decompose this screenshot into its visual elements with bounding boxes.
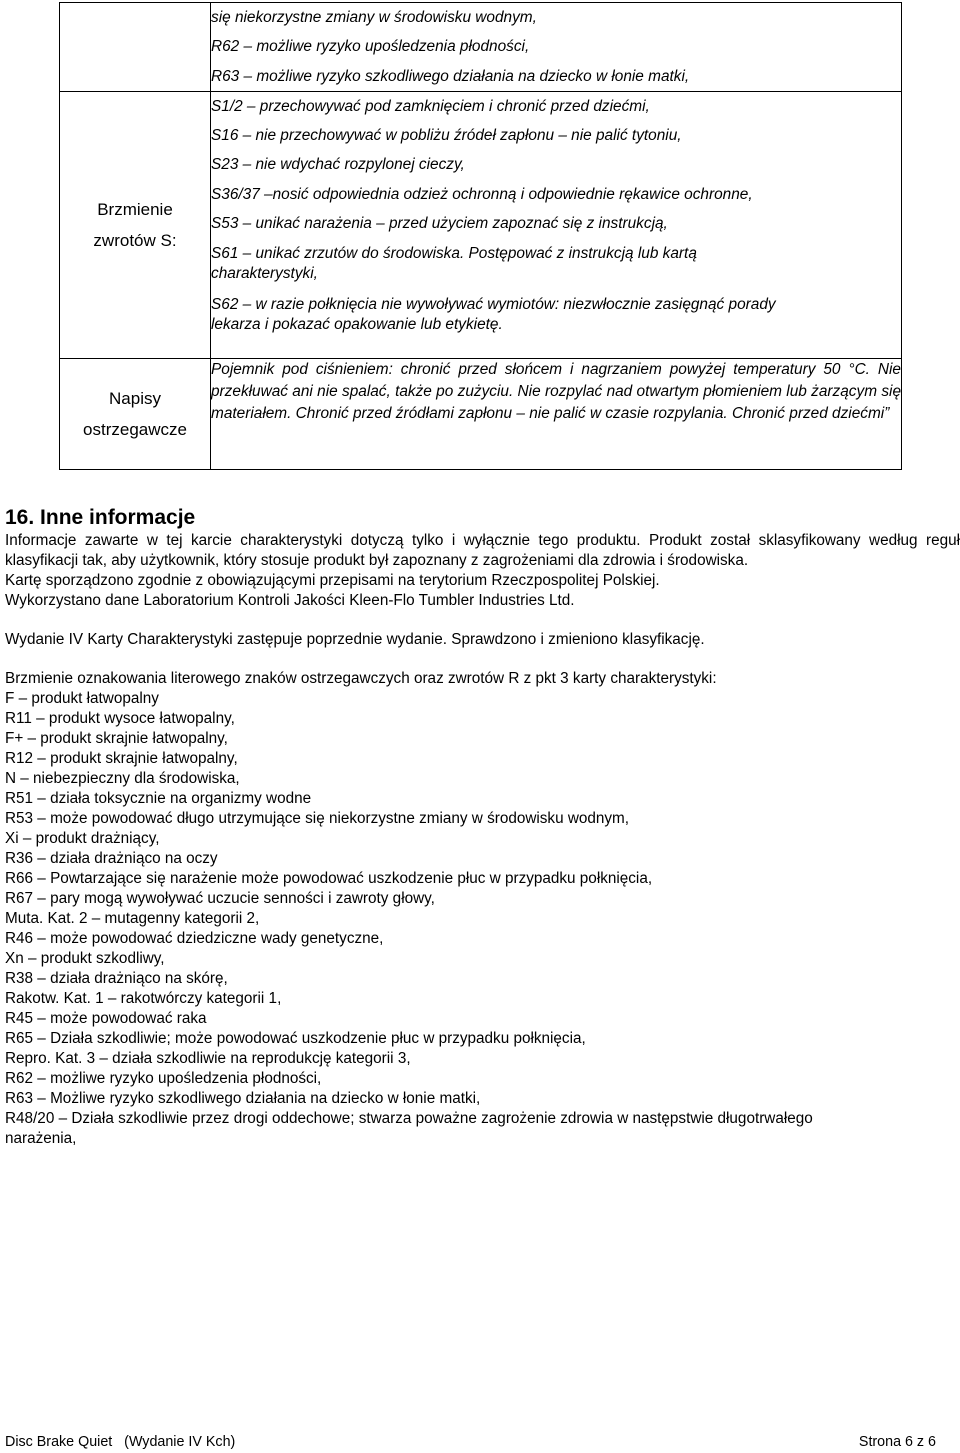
phrase-list-item: R67 – pary mogą wywoływać uczucie senności i zawroty głowy, [5, 890, 435, 907]
phrase-list-item: R66 – Powtarzające się narażenie może powodować uszkodzenie płuc w przypadku połknięcia, [5, 870, 653, 887]
section-16-paragraph: Kartę sporządzono zgodnie z obowiązującymi przepisami na terytorium Rzeczpospolitej Polskiej. [5, 572, 660, 589]
risk-lines-cell [211, 3, 902, 92]
phrase-list-item: R36 – działa drażniąco na oczy [5, 850, 218, 867]
warnings-label-line2: ostrzegawcze [83, 419, 187, 439]
s61-line1: S61 – unikać zrzutów do środowiska. Postępować z instrukcją lub kartą [211, 245, 697, 263]
phrase-list-item: F+ – produkt skrajnie łatwopalny, [5, 730, 228, 747]
phrase-list-item: Repro. Kat. 3 – działa szkodliwie na reprodukcję kategorii 3, [5, 1050, 411, 1067]
phrase-list-item: R63 – Możliwe ryzyko szkodliwego działania na dziecko w łonie matki, [5, 1090, 481, 1107]
phrase-list-item: R65 – Działa szkodliwie; może powodować uszkodzenie płuc w przypadku połknięcia, [5, 1030, 586, 1047]
phrase-list-item: R38 – działa drażniąco na skórę, [5, 970, 228, 987]
risk-line: R63 – możliwe ryzyko szkodliwego działania na dziecko w łonie matki, [211, 67, 690, 85]
s-phrases-row [60, 91, 902, 358]
phrase-list-item: R48/20 – Działa szkodliwie przez drogi oddechowe; stwarza poważne zagrożenie zdrowia w następstwie długotrwałego [5, 1110, 813, 1127]
edition-note: Wydanie IV Karty Charakterystyki zastępuje poprzednie wydanie. Sprawdzono i zmieniono klasyfikację. [5, 631, 705, 648]
warnings-row [60, 358, 902, 469]
phrase-list-item: Xn – produkt szkodliwy, [5, 950, 165, 967]
s62-line2: lekarza i pokazać opakowanie lub etykietę. [211, 316, 503, 334]
s62-line1: S62 – w razie połknięcia nie wywoływać wymiotów: niezwłocznie zasięgnąć porady [211, 296, 776, 314]
s-phrases-label-cell [60, 91, 211, 358]
warnings-text: Pojemnik pod ciśnieniem: chronić przed słońcem i nagrzaniem powyżej temperatury 50 °C. Nie przekłuwać ani nie spalać, także po zużyciu. Nie rozpylać nad otwartym płomieniem lub żarzącym się materiałem. Chronić przed źródłami zapłonu – nie palić w czasie rozpylania. Chronić przed dziećmi” [211, 360, 901, 422]
phrase-list-item: Rakotw. Kat. 1 – rakotwórczy kategorii 1, [5, 990, 282, 1007]
risk-line: się niekorzystne zmiany w środowisku wodnym, [211, 9, 537, 26]
warnings-label-line1: Napisy [109, 388, 161, 408]
section-16 [5, 505, 960, 1149]
phrase-list-item: R45 – może powodować raka [5, 1010, 207, 1027]
s-phrases-cell [211, 91, 902, 358]
s-phrase-line: S16 – nie przechowywać w pobliżu źródeł zapłonu – nie palić tytoniu, [211, 127, 682, 145]
s-phrase-line: S23 – nie wdychać rozpylonej cieczy, [211, 156, 465, 174]
phrase-list-item: N – niebezpieczny dla środowiska, [5, 770, 240, 787]
phrase-list-item: narażenia, [5, 1130, 77, 1147]
phrase-list-item: R62 – możliwe ryzyko upośledzenia płodności, [5, 1070, 322, 1087]
footer-document-title: Disc Brake Quiet (Wydanie IV Kch) [5, 1434, 236, 1450]
phrase-list-item: R11 – produkt wysoce łatwopalny, [5, 710, 235, 727]
phrases-list [5, 689, 960, 1149]
phrase-list-item: Xi – produkt drażniący, [5, 830, 160, 847]
phrases-list-intro: Brzmienie oznakowania literowego znaków ostrzegawczych oraz zwrotów R z pkt 3 karty charakterystyki: [5, 670, 717, 687]
s-phrase-line: S1/2 – przechowywać pod zamknięciem i chronić przed dziećmi, [211, 97, 650, 115]
section-16-paragraph: Informacje zawarte w tej karcie charakterystyki dotyczą tylko i wyłącznie tego produktu. Produkt został sklasyfikowany według reguł klasyfikacji tak, aby użytkownik, który stosuje produkt był zapoznany z zagrożeniami dla zdrowia i środowiska. [5, 532, 960, 569]
s-phrase-line: S53 – unikać narażenia – przed użyciem zapoznać się z instrukcją, [211, 215, 668, 233]
phrase-list-item: R51 – działa toksycznie na organizmy wodne [5, 790, 312, 807]
phrase-list-item: F – produkt łatwopalny [5, 690, 159, 707]
phrases-table [59, 2, 902, 470]
phrase-list-item: R53 – może powodować długo utrzymujące się niekorzystne zmiany w środowisku wodnym, [5, 810, 630, 827]
s-phrases-label-line2: zwrotów S: [93, 230, 177, 250]
risk-continuation-row [60, 3, 902, 92]
phrase-list-item: R46 – może powodować dziedziczne wady genetyczne, [5, 930, 384, 947]
section-16-heading: 16. Inne informacje [5, 506, 196, 529]
warnings-label-cell [60, 358, 211, 469]
phrase-list-item: R12 – produkt skrajnie łatwopalny, [5, 750, 238, 767]
s-phrase-line: S36/37 –nosić odpowiednia odzież ochronną i odpowiednie rękawice ochronne, [211, 185, 753, 203]
risk-line: R62 – możliwe ryzyko upośledzenia płodności, [211, 38, 530, 56]
phrase-list-item: Muta. Kat. 2 – mutagenny kategorii 2, [5, 910, 260, 927]
s-phrases-label-line1: Brzmienie [97, 199, 173, 219]
footer-page-number: Strona 6 z 6 [858, 1434, 936, 1450]
empty-label-cell [60, 3, 211, 92]
page-footer [5, 1434, 936, 1450]
warnings-text-cell [211, 358, 902, 469]
section-16-paragraph: Wykorzystano dane Laboratorium Kontroli Jakości Kleen-Flo Tumbler Industries Ltd. [5, 592, 575, 609]
s61-line2: charakterystyki, [211, 265, 318, 283]
